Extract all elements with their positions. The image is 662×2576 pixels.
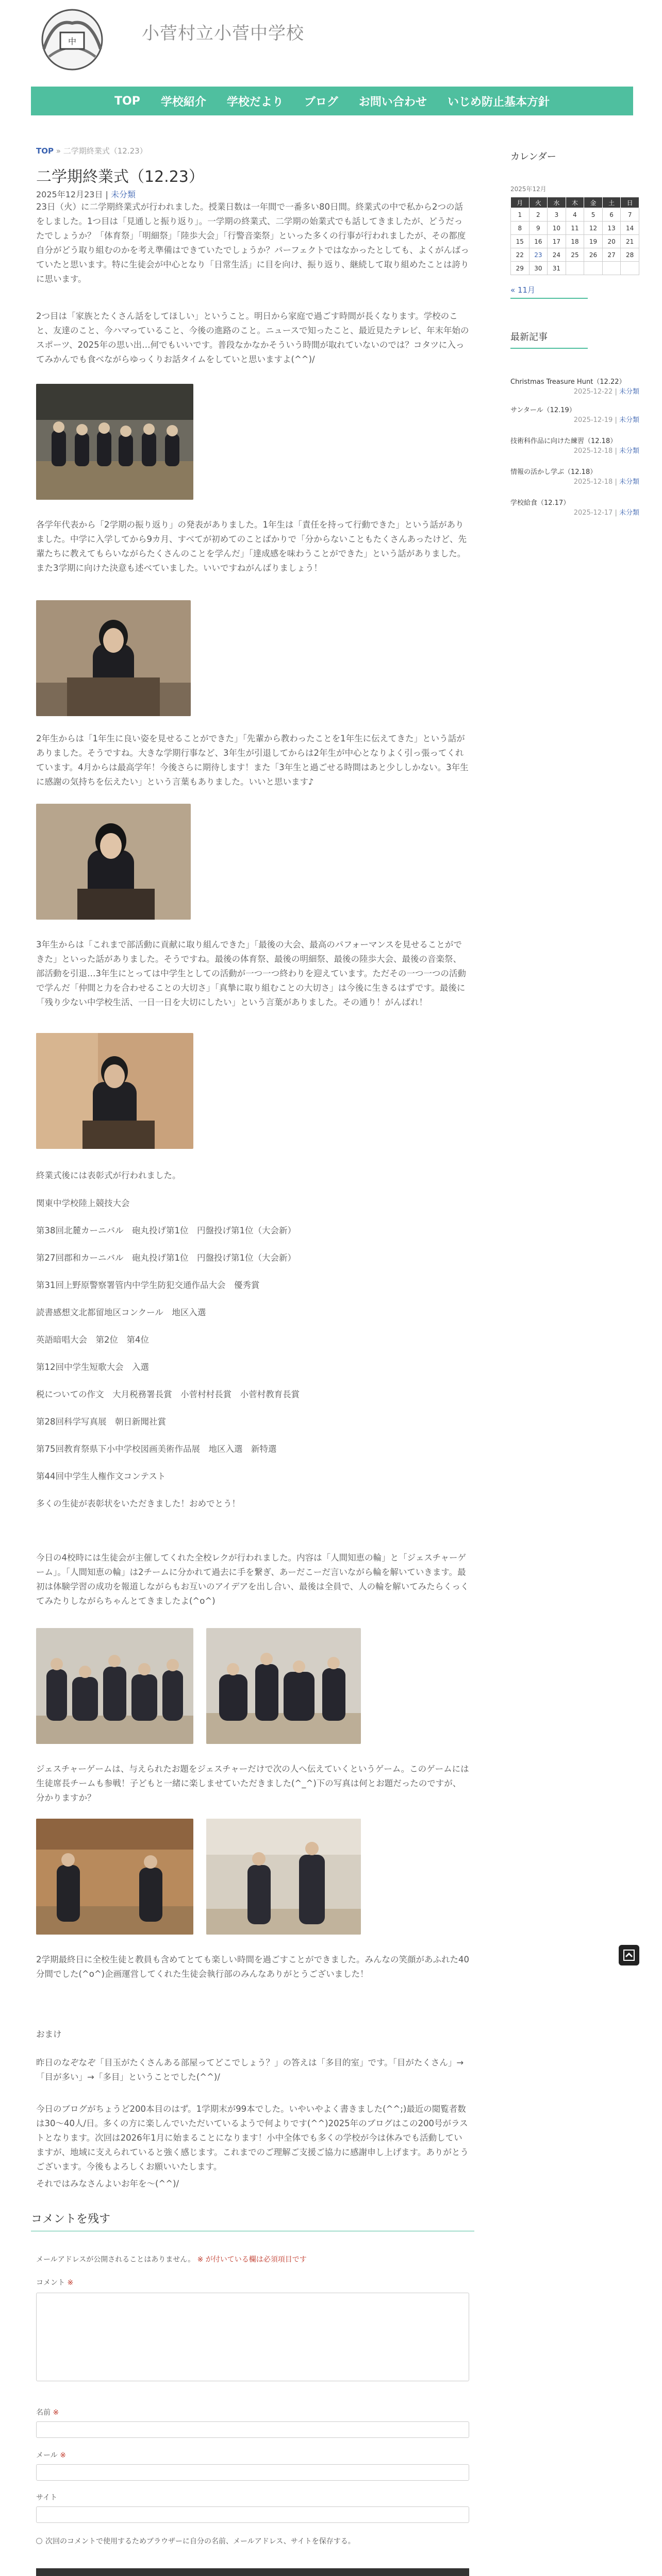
calendar-day: 30 (529, 262, 548, 275)
calendar-day: 22 (511, 248, 529, 262)
post-paragraph-3: 各学年代表から「2学期の振り返り」の発表がありました。1年生は「責任を持って行動できた」という話がありました。中学に入学してから9カ月、すべてが初めてのことばかりで「分からないこともたくさんあったけど、先輩たちに教えてもらいながらたくさんのことを学んだ」「達成感を味わうことができた」という話がありました。また3学期に向けた決意も述べていました。いいですねがんばりましょう！ (36, 520, 467, 573)
nav-item-bullying-policy[interactable]: いじめ防止基本方針 (447, 95, 550, 109)
comments-heading: コメントを残す (31, 2213, 111, 2226)
calendar-day: 28 (621, 248, 639, 262)
calendar-day: 17 (548, 235, 566, 248)
photo-gesture-game-2 (206, 1819, 361, 1935)
recent-post-date: 2025-12-22 | (573, 388, 617, 396)
recent-post-category[interactable]: 未分類 (619, 416, 639, 424)
nav-item-about[interactable]: 学校紹介 (160, 95, 206, 109)
svg-text:中: 中 (68, 37, 77, 46)
calendar-day: 29 (511, 262, 529, 275)
site-header (34, 8, 632, 75)
required-mark: ※ (60, 2451, 66, 2460)
recent-post-title[interactable]: Christmas Treasure Hunt（12.22） (510, 378, 626, 386)
submit-comment-button[interactable] (36, 2568, 469, 2576)
name-label-text: 名前 (36, 2409, 51, 2417)
email-label (36, 2450, 66, 2460)
recent-post-title[interactable]: 技術科作品に向けた練習（12.18） (510, 437, 617, 445)
closing-line: それではみなさんよいお年を〜(^^)/ (36, 2179, 179, 2189)
recent-post-date: 2025-12-18 | (573, 478, 617, 486)
post-title: 二学期終業式（12.23） (36, 168, 204, 186)
calendar-weekday: 月 (511, 197, 529, 208)
calendar-day (621, 262, 639, 275)
calendar-day: 13 (602, 222, 621, 235)
comment-label (36, 2277, 73, 2287)
recent-posts-rule (510, 348, 588, 349)
calendar-weekday: 木 (566, 197, 584, 208)
recent-post-category[interactable]: 未分類 (619, 388, 639, 396)
calendar-day: 26 (584, 248, 603, 262)
nav-item-newsletter[interactable]: 学校だより (226, 95, 284, 109)
recent-post-meta (510, 476, 639, 486)
photo-ceremony-stage (36, 384, 193, 500)
award-item: 税についての作文 大月税務署長賞 小菅村村長賞 小菅村教育長賞 (36, 1389, 300, 1399)
calendar-day: 10 (548, 222, 566, 235)
post-category-link[interactable]: 未分類 (111, 190, 136, 199)
calendar-caption: 2025年12月 (510, 185, 547, 193)
calendar-day: 5 (584, 208, 603, 222)
calendar-day: 31 (548, 262, 566, 275)
breadcrumb-top-link[interactable]: TOP (36, 146, 54, 156)
name-input[interactable] (36, 2421, 469, 2438)
calendar-weekday: 金 (584, 197, 603, 208)
post-meta (36, 188, 136, 200)
post-paragraph-6: 今日の4校時には生徒会が主催してくれた全校レクが行われました。内容は「人間知恵の輪」と「ジェスチャーゲーム」。「人間知恵の輪」は2チームに分かれて過去に手を繋ぎ、あーだこーだ言いながら輪を解いていきます。最初は体験学習の成功を報道しながらもお互いのアイデアを出し合い、最後は全員で、人の輪を解いてみたらくっくてみたりしながらちゃんとてきましたよ(^o^) (36, 1553, 469, 1606)
email-input[interactable] (36, 2464, 469, 2481)
recent-post-category[interactable]: 未分類 (619, 509, 639, 517)
recent-post-meta (510, 414, 639, 424)
recent-posts-heading: 最新記事 (510, 332, 548, 343)
site-title[interactable]: 小菅村立小菅中学校 (142, 23, 304, 44)
calendar-day: 20 (602, 235, 621, 248)
post-paragraph-4: 2年生からは「1年生に良い姿を見せることができた」「先輩から教わったことを1年生に伝えてきた」という話がありました。そうですね。大きな学期行事など、3年生が引退してからは2年生が中心となりよく引っ張ってくれています。4月からは最高学年！今後さらに期待します！また「3年生と過ごせる時間はあと少ししかない。3年生に感謝の気持ちを伝えたい」という言葉もありました。いいと思います♪ (36, 734, 469, 787)
calendar-day: 1 (511, 208, 529, 222)
calendar-day: 7 (621, 208, 639, 222)
required-mark: ※ (53, 2409, 59, 2417)
award-item: 第75回教育祭県下小中学校図画美術作品展 地区入選 新特選 (36, 1444, 277, 1454)
recent-post-title[interactable]: 学校給食（12.17） (510, 499, 570, 507)
recent-post-meta (510, 445, 639, 455)
save-info-row (36, 2536, 355, 2546)
nav-item-contact[interactable]: お問い合わせ (358, 95, 427, 109)
award-item: 関東中学校陸上競技大会 (36, 1198, 130, 1208)
site-label: サイト (36, 2494, 58, 2502)
nav-item-blog[interactable]: ブログ (304, 95, 338, 109)
award-item: 第31回上野原警察署管内中学生防犯交通作品大会 優秀賞 (36, 1280, 260, 1290)
calendar-day: 12 (584, 222, 603, 235)
calendar-weekday: 土 (602, 197, 621, 208)
award-item: 第44回中学生人権作文コンテスト (36, 1471, 166, 1481)
award-item: 第28回科学写真展 朝日新聞社賞 (36, 1417, 166, 1427)
post-paragraph-8: 2学期最終日に全校生徒と教員も含めてとても楽しい時間を過ごすことができました。みんなの笑顔があふれた40分間でした(^o^)企画運営してくれた生徒会執行部のみんなありがとうございました！ (36, 1955, 469, 1979)
school-emblem-icon[interactable] (34, 8, 111, 75)
recent-post-title[interactable]: サンタール（12.19） (510, 406, 576, 414)
photo-third-year-speaker (36, 1033, 193, 1149)
calendar-day: 11 (566, 222, 584, 235)
comment-notice-text: メールアドレスが公開されることはありません。 (36, 2256, 195, 2264)
recent-post-item[interactable] (510, 435, 639, 455)
recent-post-item[interactable] (510, 497, 639, 517)
comment-textarea[interactable] (36, 2293, 469, 2381)
post-date: 2025年12月23日 | (36, 190, 108, 199)
save-info-label: 次回のコメントで使用するためブラウザーに自分の名前、メールアドレス、サイトを保存する。 (45, 2537, 355, 2546)
calendar-heading: カレンダー (510, 151, 556, 162)
recent-post-date: 2025-12-17 | (573, 509, 617, 517)
calendar-rule (510, 298, 588, 299)
photo-second-year-speaker (36, 804, 191, 920)
comment-required-notice: ※ が付いている欄は必須項目です (197, 2256, 307, 2264)
award-item: 第12回中学生短歌大会 入選 (36, 1362, 149, 1372)
breadcrumb (36, 145, 147, 156)
recent-post-item[interactable] (510, 404, 639, 424)
recent-post-meta (510, 386, 639, 396)
calendar-day: 21 (621, 235, 639, 248)
calendar-day: 16 (529, 235, 548, 248)
calendar-day: 8 (511, 222, 529, 235)
recent-post-category[interactable]: 未分類 (619, 447, 639, 455)
photo-human-knot-1 (36, 1628, 193, 1744)
photo-gesture-game-1 (36, 1819, 193, 1935)
calendar-day: 18 (566, 235, 584, 248)
sidebar (510, 149, 639, 163)
calendar-day: 9 (529, 222, 548, 235)
awards-intro: 終業式後には表彰式が行われました。 (36, 1171, 181, 1180)
recent-post-category[interactable]: 未分類 (619, 478, 639, 486)
email-label-text: メール (36, 2451, 58, 2460)
post-paragraph-7: ジェスチャーゲームは、与えられたお題をジェスチャーだけで次の人へ伝えていくというゲーム。このゲームには生徒席長チームも参戦！子どもと一緒に楽しませていただきました(^_^)下の写真は何とお題だったのですが、分かりますか？ (36, 1764, 469, 1803)
calendar-day: 15 (511, 235, 529, 248)
calendar-table (510, 197, 639, 275)
calendar-day: 2 (529, 208, 548, 222)
omake-paragraph-1: 昨日のなぞなぞ「目玉がたくさんある部屋ってどこでしょう？」の答えは「多目的室」です。「目がたくさん」→「目が多い」→「多目」ということでした(^^)/ (36, 2058, 464, 2082)
global-nav (31, 87, 633, 115)
calendar-day: 19 (584, 235, 603, 248)
recent-post-title[interactable]: 情報の活かし学ぶ（12.18） (510, 468, 597, 476)
calendar-weekday: 火 (529, 197, 548, 208)
award-item: 多くの生徒が表彰状をいただきました！おめでとう！ (36, 1499, 240, 1509)
calendar-day: 6 (602, 208, 621, 222)
photo-human-knot-2 (206, 1628, 361, 1744)
calendar-day-link[interactable]: 23 (529, 248, 548, 262)
name-label (36, 2407, 59, 2417)
omake-paragraph-2: 今日のブログがちょうど200本目のはず。1学期末が99本でした。いやいやよく書きました(^^;)最近の閲覧者数は30〜40人/日。多くの方に楽しんでいただいているようで何よりです(^^)2025年のブログはこの200号がラストとなります。次回は2026年1月に始まることになります！小中全体でも多くの学校が今は休みでも活動していますが、地域に支えられていると強く感じます。これまでのご理解ご支援ご協力に感謝申し上げます。ありがとうございます。今後もよろしくお願いいたします。 (36, 2104, 469, 2172)
post-paragraph-1: 23日（火）に二学期終業式が行われました。授業日数は一年間で一番多い80日間。終業式の中で私から2つの話をしました。1つ目は「見通しと振り返り」。一学期の終業式、二学期の始業式でも話してきましたが、どうだったでしょうか？「体育祭」「明細祭」「陸歩大会」「行警音楽祭」といった多くの行事が行われましたが、その都度自分がどう取り組むのかを考え準備はできていたでしょうか？パーフェクトではなかったとしても、よくがんばっていたと思います。特に生徒会が中心となり「日常生活」に目を向け、振り返り、継続して取り組めたことは誇りに思います。 (36, 202, 469, 284)
calendar-day: 4 (566, 208, 584, 222)
award-item: 第38回北麓カーニバル 砲丸投げ第1位 円盤投げ第1位（大会新） (36, 1226, 296, 1235)
photo-first-year-speaker (36, 600, 191, 716)
comment-notice (36, 2254, 307, 2264)
recent-post-meta (510, 507, 639, 517)
post-paragraph-2: 2つ目は「家族とたくさん話をしてほしい」ということ。明日から家庭で過ごす時間が長くなります。学校のこと、友達のこと、今ハマっていること、今後の進路のこと。ニュースで知ったこと、最近見たテレビ、年末年始のスポーツ、2025年の思い出…何でもいいです。普段なかなかそういう時間が取れていないのでは？コタツに入ってみかんでも食べながらゆっくりお話タイムをしていと思いますよ(^^)/ (36, 311, 469, 365)
award-item: 第27回郡和カーニバル 砲丸投げ第1位 円盤投げ第1位（大会新） (36, 1253, 296, 1263)
calendar-day (602, 262, 621, 275)
save-info-checkbox[interactable] (36, 2538, 42, 2544)
chevron-up-icon (623, 1950, 635, 1961)
recent-post-item[interactable] (510, 376, 639, 396)
award-item: 読書感想文北都留地区コンクール 地区入選 (36, 1308, 206, 1317)
calendar-day: 24 (548, 248, 566, 262)
omake-heading: おまけ (36, 2029, 62, 2039)
calendar-day (584, 262, 603, 275)
recent-post-date: 2025-12-19 | (573, 416, 617, 424)
required-mark: ※ (67, 2279, 74, 2287)
post-paragraph-5: 3年生からは「これまで部活動に貢献に取り組んできた」「最後の大会、最高のパフォーマンスを見せることができた」といった話がありました。そうですね。最後の体育祭、最後の明細祭、最後の陸歩大会、最後の音楽祭、部活動を引退…3年生にとっては中学生としての活動が一つ一つ終わりを迎えています。ただその一つ一つの活動で学んだ「仲間と力を合わせることの大切さ」「真摯に取り組むことの大切さ」は今後に生きるはずです。最後に「残り少ない中学校生活、一日一日を大切にしたい」という言葉がありました。その通り！がんばれ！ (36, 940, 466, 1008)
calendar-day: 27 (602, 248, 621, 262)
calendar-prev-month-link[interactable]: « 11月 (510, 285, 536, 295)
award-item: 英語暗唱大会 第2位 第4位 (36, 1335, 149, 1345)
recent-post-date: 2025-12-18 | (573, 447, 617, 455)
calendar-day: 25 (566, 248, 584, 262)
calendar-day: 3 (548, 208, 566, 222)
calendar-day (566, 262, 584, 275)
comment-label-text: コメント (36, 2279, 65, 2287)
calendar-day: 14 (621, 222, 639, 235)
recent-post-item[interactable] (510, 466, 639, 486)
site-input[interactable] (36, 2506, 469, 2523)
calendar-weekday: 日 (621, 197, 639, 208)
breadcrumb-separator: » (56, 146, 61, 156)
scroll-to-top-button[interactable] (619, 1945, 639, 1965)
awards-section (36, 1168, 469, 1183)
calendar-weekday: 水 (548, 197, 566, 208)
nav-item-top[interactable]: TOP (114, 94, 140, 108)
breadcrumb-current: 二学期終業式（12.23） (63, 146, 147, 156)
